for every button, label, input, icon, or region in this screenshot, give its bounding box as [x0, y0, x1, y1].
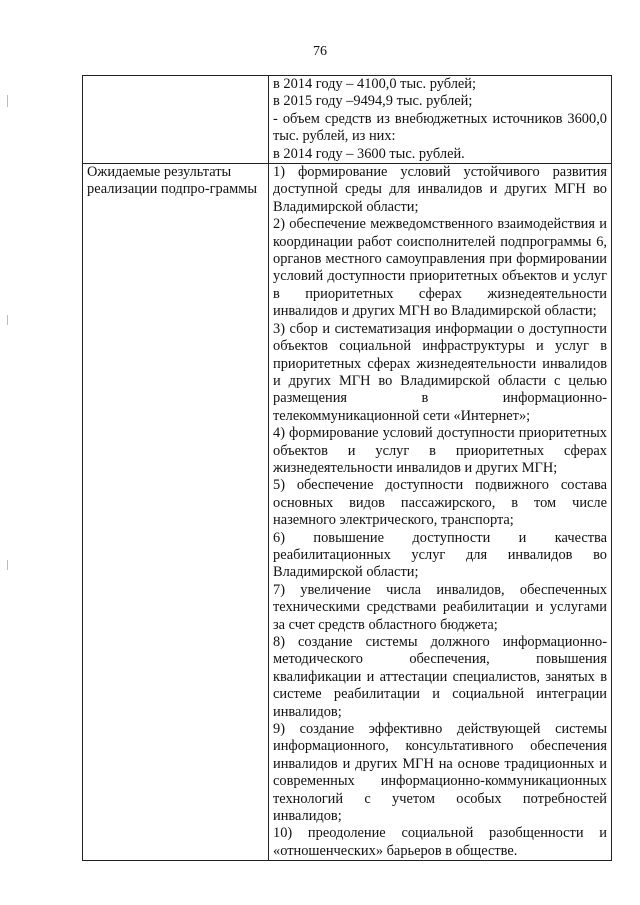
funding-line: в 2014 году – 4100,0 тыс. рублей;	[273, 76, 476, 92]
result-item: 4) формирование условий доступности приоритетных объектов и услуг в приоритетных сферах жизнедеятельности инвалидов и других МГН;	[273, 425, 607, 476]
funding-details-cell	[269, 76, 612, 164]
result-item: 7) увеличение числа инвалидов, обеспеченных техническими средствами реабилитации и услугами за счет средств областного бюджета;	[273, 581, 607, 633]
result-item: 3) сбор и систематизация информации о доступности объектов социальной инфраструктуры и услуг в приоритетных сферах жизнедеятельности инвалидов и других МГН во Владимирской области с целью размещения в информационно-телекоммуникационной сети «Интернет»;	[273, 320, 607, 424]
funding-label-cell	[83, 76, 269, 164]
page-number: 76	[313, 44, 327, 59]
funding-line: - объем средств из внебюджетных источников 3600,0 тыс. рублей, из них:	[273, 110, 607, 145]
result-item: 6) повышение доступности и качества реабилитационных услуг для инвалидов во Владимирской области;	[273, 529, 607, 581]
funding-row	[83, 76, 612, 164]
expected-results-label-cell	[83, 164, 269, 861]
program-table	[82, 75, 612, 861]
scan-margin-mark	[7, 315, 8, 325]
scan-margin-mark	[7, 95, 8, 107]
result-item: 1) формирование условий устойчивого развития доступной среды для инвалидов и других МГН во Владимирской области;	[273, 164, 607, 215]
result-item: 5) обеспечение доступности подвижного состава основных видов пассажирского, в том числе наземного электрического, транспорта;	[273, 477, 607, 529]
expected-results-list-cell	[269, 164, 612, 861]
result-item: 9) создание эффективно действующей системы информационного, консультативного обеспечения инвалидов и других МГН на основе традиционных и современных информационно-коммуникационных технологий с учетом особых потребностей инвалидов;	[273, 721, 607, 825]
result-item: 10) преодоление социальной разобщенности и «отношенческих» барьеров в обществе.	[273, 825, 607, 859]
scan-margin-mark	[7, 560, 8, 570]
result-item: 2) обеспечение межведомственного взаимодействия и координации работ соисполнителей подпрограммы 6, органов местного самоуправления при формировании условий доступности приоритетных объектов и услуг в приоритетных сферах жизнедеятельности инвалидов и других МГН во Владимирской области;	[273, 216, 607, 320]
expected-results-label: Ожидаемые результаты реализации подпро-граммы	[87, 164, 257, 198]
funding-line: в 2014 году – 3600 тыс. рублей.	[273, 145, 465, 162]
result-item: 8) создание системы должного информационно-методического обеспечения, повышения квалификации и аттестации специалистов, занятых в системе реабилитации и социальной интеграции инвалидов;	[273, 634, 607, 720]
expected-results-row	[83, 164, 612, 861]
funding-line: в 2015 году –9494,9 тыс. рублей;	[273, 93, 473, 110]
